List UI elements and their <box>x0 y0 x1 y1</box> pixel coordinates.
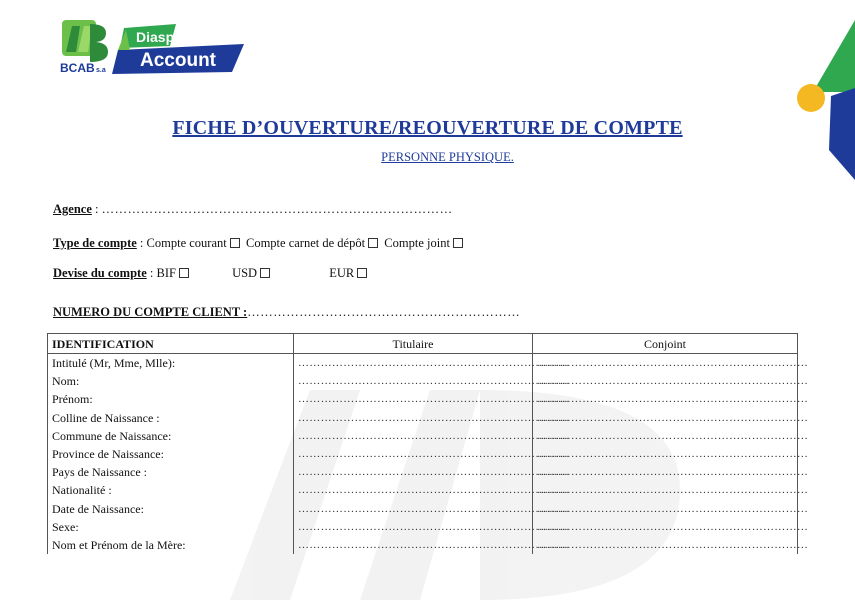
numero-label: NUMERO DU COMPTE CLIENT : <box>53 305 248 319</box>
conjoint-field[interactable]: ……………………………………………………………… <box>533 463 798 481</box>
row-label: Province de Naissance: <box>48 445 294 463</box>
row-label: Pays de Naissance : <box>48 463 294 481</box>
header-identification: IDENTIFICATION <box>48 334 294 354</box>
titulaire-field[interactable]: ……………………………………………………………… <box>294 409 533 427</box>
option-label: USD <box>232 266 258 280</box>
agence-label: Agence <box>53 202 92 216</box>
conjoint-field[interactable]: ……………………………………………………………… <box>533 518 798 536</box>
table-row <box>48 390 798 408</box>
option-compte-carnet[interactable] <box>246 236 378 251</box>
option-label: Compte carnet de dépôt <box>245 236 366 250</box>
table-row <box>48 500 798 518</box>
table-row <box>48 536 798 554</box>
numero-field[interactable]: ……………………………………………………… <box>247 305 521 319</box>
titulaire-field[interactable]: ……………………………………………………………… <box>294 536 533 554</box>
type-compte-line <box>53 236 463 251</box>
option-label: EUR <box>329 266 355 280</box>
devise-label: Devise du compte <box>53 266 147 280</box>
option-label: Compte joint <box>384 236 450 250</box>
form-title: FICHE D’OUVERTURE/REOUVERTURE DE COMPTE <box>172 117 683 139</box>
titulaire-field[interactable]: ……………………………………………………………… <box>294 354 533 373</box>
option-usd[interactable] <box>232 266 270 281</box>
conjoint-field[interactable]: ……………………………………………………………… <box>533 445 798 463</box>
devise-sep: : <box>146 266 157 280</box>
conjoint-field[interactable]: ……………………………………………………………… <box>533 390 798 408</box>
row-label: Intitulé (Mr, Mme, Mlle): <box>48 354 294 373</box>
table-row <box>48 463 798 481</box>
devise-line <box>53 266 367 281</box>
type-compte-sep: : <box>136 236 147 250</box>
row-label: Commune de Naissance: <box>48 427 294 445</box>
titulaire-field[interactable]: ……………………………………………………………… <box>294 518 533 536</box>
identification-table <box>47 333 809 554</box>
table-row <box>48 427 798 445</box>
agence-line <box>53 202 453 217</box>
titulaire-field[interactable]: ……………………………………………………………… <box>294 445 533 463</box>
conjoint-field[interactable]: ……………………………………………………………… <box>533 409 798 427</box>
numero-line <box>53 305 520 320</box>
bcab-diaspora-logo <box>58 18 248 80</box>
conjoint-field[interactable]: ……………………………………………………………… <box>533 354 798 373</box>
table-header-row <box>48 334 798 354</box>
titulaire-field[interactable]: ……………………………………………………………… <box>294 427 533 445</box>
checkbox-icon[interactable] <box>368 238 378 248</box>
titulaire-field[interactable]: ……………………………………………………………… <box>294 390 533 408</box>
agence-field[interactable]: ……………………………………………………………………… <box>101 202 453 216</box>
form-subtitle: PERSONNE PHYSIQUE. <box>381 150 514 164</box>
row-label: Nom: <box>48 372 294 390</box>
table-row <box>48 372 798 390</box>
checkbox-icon[interactable] <box>453 238 463 248</box>
row-label: Date de Naissance: <box>48 500 294 518</box>
checkbox-icon[interactable] <box>260 268 270 278</box>
conjoint-field[interactable]: ……………………………………………………………… <box>533 481 798 499</box>
titulaire-field[interactable]: ……………………………………………………………… <box>294 463 533 481</box>
option-label: Compte courant <box>146 236 227 250</box>
option-compte-courant[interactable] <box>147 236 240 251</box>
row-label: Nationalité : <box>48 481 294 499</box>
agence-sep: : <box>91 202 102 216</box>
logo-bank-text: BCAB <box>60 61 95 75</box>
row-label: Colline de Naissance : <box>48 409 294 427</box>
option-label: BIF <box>156 266 176 280</box>
table-row <box>48 354 798 373</box>
checkbox-icon[interactable] <box>357 268 367 278</box>
option-compte-joint[interactable] <box>384 236 463 251</box>
row-label: Sexe: <box>48 518 294 536</box>
row-label: Nom et Prénom de la Mère: <box>48 536 294 554</box>
logo-diaspora-text: Diaspora <box>136 29 196 45</box>
conjoint-field[interactable]: ……………………………………………………………… <box>533 536 798 554</box>
checkbox-icon[interactable] <box>179 268 189 278</box>
checkbox-icon[interactable] <box>230 238 240 248</box>
table-row <box>48 445 798 463</box>
header-titulaire: Titulaire <box>294 334 533 354</box>
conjoint-field[interactable]: ……………………………………………………………… <box>533 427 798 445</box>
row-label: Prénom: <box>48 390 294 408</box>
logo-account-text: Account <box>140 50 216 71</box>
titulaire-field[interactable]: ……………………………………………………………… <box>294 500 533 518</box>
conjoint-field[interactable]: ……………………………………………………………… <box>533 500 798 518</box>
conjoint-field[interactable]: ……………………………………………………………… <box>533 372 798 390</box>
logo-suffix-text: s.a <box>96 67 106 74</box>
option-eur[interactable] <box>329 266 367 281</box>
type-compte-label: Type de compte <box>53 236 137 250</box>
header-conjoint: Conjoint <box>533 334 798 354</box>
titulaire-field[interactable]: ……………………………………………………………… <box>294 372 533 390</box>
option-bif[interactable] <box>156 266 188 281</box>
table-row <box>48 518 798 536</box>
titulaire-field[interactable]: ……………………………………………………………… <box>294 481 533 499</box>
bcab-emblem-icon <box>62 20 108 62</box>
table-row <box>48 481 798 499</box>
table-row <box>48 409 798 427</box>
